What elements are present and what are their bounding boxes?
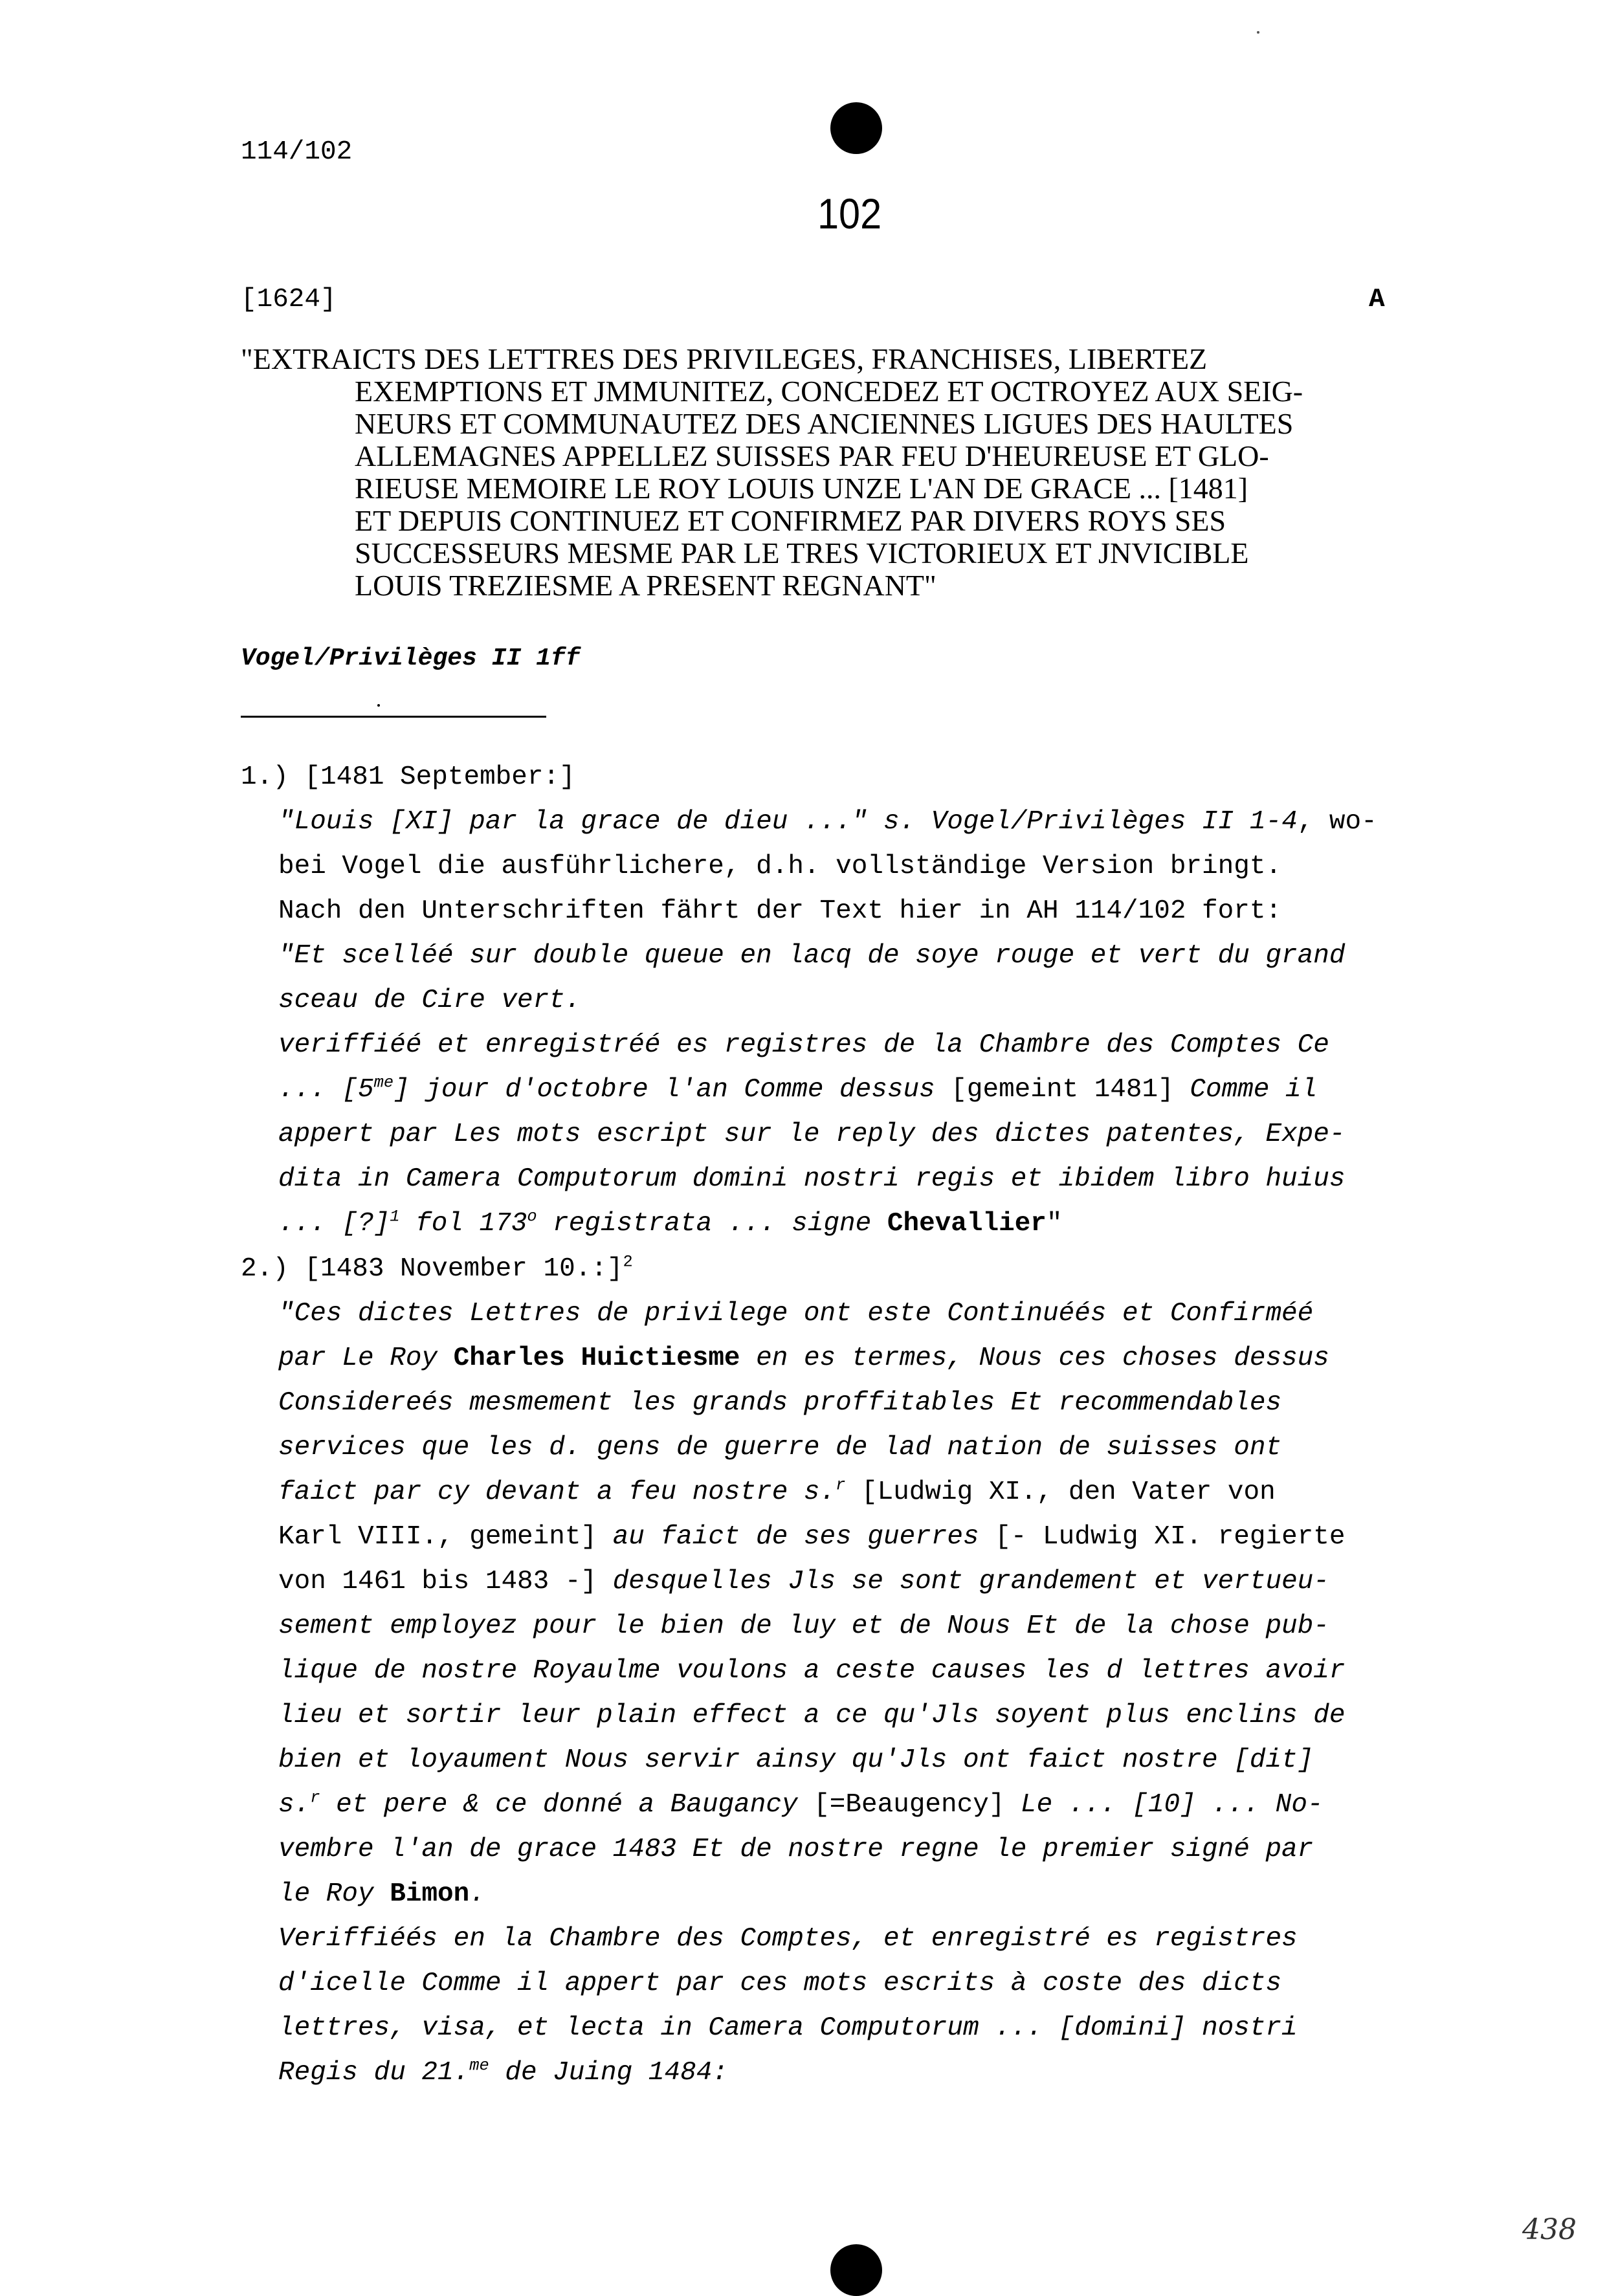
entry-1-line-10: ... [?]$^1$ fol 173$^o$ registrata ... signe Chevallier" xyxy=(278,1207,1063,1239)
entry-2-line-16: d'icelle Comme il appert par ces mots escrits à coste des dicts xyxy=(278,1969,1282,1998)
entry-2-line-15: Veriffiéés en la Chambre des Comptes, et enregistré es registres xyxy=(278,1924,1298,1954)
entry-1-heading xyxy=(241,762,575,792)
entry-1-line-6: veriffiéé et enregistréé es registres de la Chambre des Comptes Ce xyxy=(278,1030,1329,1060)
entry-2-line-17: lettres, visa, et lecta in Camera Computorum ... [domini] nostri xyxy=(278,2013,1298,2043)
source-reference: Vogel/Privilèges II 1ff xyxy=(241,645,581,672)
entry-2-line-18: Regis du 21.$^{me}$ de Juing 1484: xyxy=(278,2056,728,2088)
entry-1-line-1: "Louis [XI] par la grace de dieu ..." s. Vogel/Privilèges II 1-4, wo- xyxy=(278,807,1377,837)
title-line: ET DEPUIS CONTINUEZ ET CONFIRMEZ PAR DIVERS ROYS SES xyxy=(355,504,1226,537)
separator-line xyxy=(241,716,546,718)
title-line: EXEMPTIONS ET JMMUNITEZ, CONCEDEZ ET OCTROYEZ AUX SEIG- xyxy=(355,375,1303,408)
entry-2-line-8: sement employez pour le bien de luy et de Nous Et de la chose pub- xyxy=(278,1611,1329,1641)
entry-2-line-10: lieu et sortir leur plain effect a ce qu'Jls soyent plus enclins de xyxy=(278,1701,1346,1730)
entry-date: [1483 November 10.:] xyxy=(304,1254,623,1284)
footnote-marker: 2 xyxy=(623,1252,633,1272)
entry-1-line-3: Nach den Unterschriften fährt der Text hier in AH 114/102 fort: xyxy=(278,896,1282,926)
title-line: ALLEMAGNES APPELLEZ SUISSES PAR FEU D'HEUREUSE ET GLO- xyxy=(355,439,1269,472)
entry-2-line-6: Karl VIII., gemeint] au faict de ses guerres [- Ludwig XI. regierte xyxy=(278,1522,1346,1552)
entry-2-line-7: von 1461 bis 1483 -] desquelles Jls se sont grandement et vertueu- xyxy=(278,1567,1329,1596)
entry-date: [1481 September:] xyxy=(304,762,575,792)
entry-2-line-2: par Le Roy Charles Huictiesme en es termes, Nous ces choses dessus xyxy=(278,1343,1329,1373)
section-letter: A xyxy=(1369,285,1385,315)
entry-2-heading xyxy=(241,1254,633,1284)
entry-2-line-5: faict par cy devant a feu nostre s.$^r$ [Ludwig XI., den Vater von xyxy=(278,1475,1276,1507)
title-line: RIEUSE MEMOIRE LE ROY LOUIS UNZE L'AN DE GRACE ... [1481] xyxy=(355,472,1248,505)
title-line: "EXTRAICTS DES LETTRES DES PRIVILEGES, FRANCHISES, LIBERTEZ xyxy=(241,342,1208,375)
title-line: LOUIS TREZIESME A PRESENT REGNANT" xyxy=(355,569,936,602)
entry-2-line-3: Considereés mesmement les grands proffitables Et recommendables xyxy=(278,1388,1282,1418)
entry-2-line-11: bien et loyaument Nous servir ainsy qu'Jls ont faict nostre [dit] xyxy=(278,1745,1314,1775)
entry-1-line-7: ... $[5^{me}]$ jour d'octobre l'an Comme dessus [gemeint 1481] Comme il xyxy=(278,1073,1318,1105)
entry-2-line-14: le Roy Bimon. xyxy=(278,1879,485,1909)
king-name: Charles Huictiesme xyxy=(453,1343,740,1373)
signer-name: Bimon xyxy=(390,1879,470,1909)
entry-2-line-9: lique de nostre Royaulme voulons a ceste causes les d lettres avoir xyxy=(278,1656,1346,1686)
entry-1-line-9: dita in Camera Computorum domini nostri regis et ibidem libro huius xyxy=(278,1164,1346,1194)
punch-hole-top xyxy=(830,102,882,154)
entry-1-line-2: bei Vogel die ausführlichere, d.h. vollständige Version bringt. xyxy=(278,852,1282,881)
handwritten-page-number: 438 xyxy=(1522,2213,1577,2246)
document-date: [1624] xyxy=(241,285,337,315)
entry-2-line-1: "Ces dictes Lettres de privilege ont este Continuéés et Confirméé xyxy=(278,1299,1314,1329)
archive-reference: 114/102 xyxy=(241,137,353,167)
entry-2-line-4: services que les d. gens de guerre de lad nation de suisses ont xyxy=(278,1433,1282,1463)
separator-dot xyxy=(377,704,380,707)
entry-1-line-8: appert par Les mots escript sur le reply des dictes patentes, Expe- xyxy=(278,1120,1346,1149)
entry-number: 1.) xyxy=(241,762,289,792)
title-line: NEURS ET COMMUNAUTEZ DES ANCIENNES LIGUES DES HAULTES xyxy=(355,407,1294,440)
entry-1-line-4: "Et scelléé sur double queue en lacq de soye rouge et vert du grand xyxy=(278,941,1346,971)
entry-1-line-5: sceau de Cire vert. xyxy=(278,986,581,1015)
punch-hole-bottom xyxy=(830,2244,882,2296)
entry-2-line-12: s.$^r$ et pere & ce donné a Baugancy [=Beaugency] Le ... [10] ... No- xyxy=(278,1788,1324,1820)
signer-name: Chevallier xyxy=(887,1209,1047,1239)
entry-2-line-13: vembre l'an de grace 1483 Et de nostre regne le premier signé par xyxy=(278,1835,1314,1864)
title-line: SUCCESSEURS MESME PAR LE TRES VICTORIEUX ET JNVICIBLE xyxy=(355,536,1249,569)
page-number: 102 xyxy=(817,190,882,237)
scan-speck xyxy=(1257,31,1259,34)
entry-number: 2.) xyxy=(241,1254,289,1284)
